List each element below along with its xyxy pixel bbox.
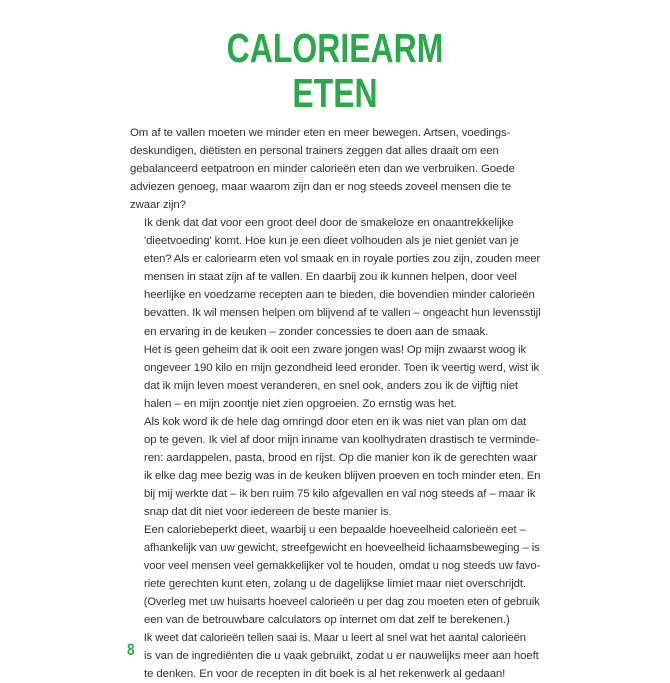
chapter-title — [74, 26, 597, 116]
text-line: Een caloriebeperkt dieet, waarbij u een bepaalde hoeveelheid calorieën eet – — [144, 524, 526, 537]
text-line: gebalanceerd eetpatroon en minder calorieën eten dan we verbruiken. Goede — [130, 163, 515, 176]
text-line: Om af te vallen moeten we minder eten en meer bewegen. Artsen, voedings- — [130, 127, 511, 139]
text-line: bevatten. Ik wil mensen helpen om blijvend af te vallen – ongeacht hun levensstijl — [143, 307, 541, 320]
text-line: Ik denk dat dat voor een groot deel door de smakeloze en onaantrekkelijke — [144, 217, 514, 230]
text-line: afhankelijk van uw gewicht, streefgewicht en hoeveelheid lichaamsbeweging – is — [143, 542, 540, 555]
text-line: Als kok word ik de hele dag omringd door eten en ik was niet van plan om dat — [143, 415, 527, 428]
chapter-title-line-1: CALORIEARM — [226, 25, 444, 71]
text-line: voor veel mensen veel gemakkelijker vol te houden, omdat u nog steeds uw favo- — [143, 560, 541, 573]
text-line: te denken. En voor de recepten in dit boek is al het rekenwerk al gedaan! — [144, 668, 506, 681]
text-line: en ervaring in de keuken – zonder concessies te doen aan de smaak. — [144, 325, 489, 338]
text-line: deskundigen, diëtisten en personal trainers zeggen dat alles draait om een — [130, 145, 499, 158]
page-number: 8 — [127, 640, 135, 659]
text-line: een van de betrouwbare calculators op internet om dat zelf te berekenen.) — [144, 614, 510, 627]
text-line: snap dat dit niet voor iedereen de beste manier is. — [144, 505, 392, 518]
paragraph — [130, 521, 540, 629]
text-line: Ik weet dat calorieën tellen saai is. Maar u leert al snel wat het aantal calorieën — [143, 632, 526, 645]
text-line: bij mij werkte dat – ik ben ruim 75 kilo afgevallen en val nog steeds af – maar ik — [144, 487, 536, 500]
text-line: Het is geen geheim dat ik ooit een zware jongen was! Op mijn zwaarst woog ik — [143, 343, 526, 356]
paragraph — [130, 214, 540, 340]
text-line: mensen in staat zijn af te vallen. En daarbij zou ik kunnen helpen, door veel — [144, 271, 517, 284]
paragraph — [130, 629, 540, 683]
text-line: heerlijke en voedzame recepten aan te bieden, die bovendien minder calorieën — [144, 289, 535, 302]
text-line: eten? Als er caloriearm eten vol smaak en in royale porties zou zijn, zouden meer — [143, 253, 541, 266]
text-line: (Overleg met uw huisarts hoeveel calorieën u per dag zou moeten eten of gebruik — [143, 596, 540, 609]
text-line: is van de ingrediënten die u vaak gebruikt, zodat u er nauwelijks meer aan hoeft — [144, 650, 539, 663]
text-line: dat ik mijn leven moest veranderen, en snel ook, anders zou ik de vijftig niet — [144, 379, 518, 392]
text-line: ren: aardappelen, pasta, brood en rijst. Op die manier kon ik de gerechten waar — [144, 451, 537, 464]
paragraph — [130, 124, 540, 214]
text-line: ongeveer 190 kilo en mijn gezondheid leed eronder. Toen ik veertig werd, wist ik — [144, 361, 540, 374]
paragraph — [130, 341, 540, 413]
text-line: zwaar zijn? — [130, 199, 186, 212]
body-text — [130, 124, 540, 683]
text-line: op te geven. Ik viel af door mijn inname van koolhydraten drastisch te verminde- — [144, 433, 540, 446]
text-line: halen – en mijn zoontje niet zien opgroeien. Zo ernstig was het. — [144, 397, 457, 410]
text-line: riete gerechten kunt eten, zolang u de dagelijkse limiet maar niet overschrijdt. — [144, 578, 527, 591]
text-line: 'dieetvoeding' komt. Hoe kun je een dieet volhouden als je niet geniet van je — [144, 235, 519, 248]
chapter-title-line-2: ETEN — [292, 70, 378, 116]
paragraph — [130, 413, 540, 521]
text-line: ik elke dag mee bezig was in de keuken blijven proeven en toch minder eten. En — [143, 469, 541, 482]
text-line: adviezen genoeg, maar waarom zijn dan er nog steeds zoveel mensen die te — [130, 181, 511, 194]
